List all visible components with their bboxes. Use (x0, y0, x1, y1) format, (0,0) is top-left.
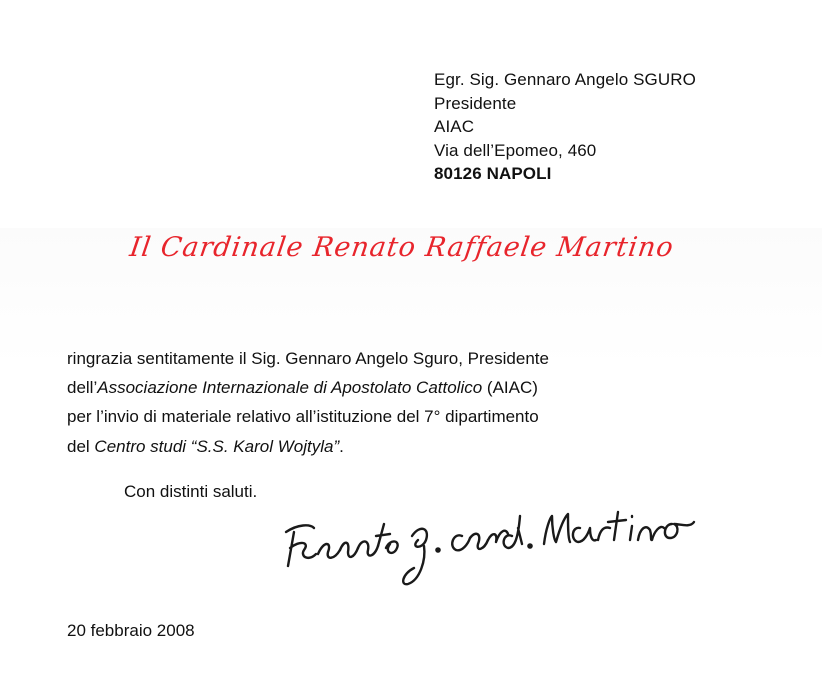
study-center-name: Centro studi “S.S. Karol Wojtyla” (94, 436, 340, 456)
body-line-2 (67, 373, 549, 402)
body-line-1: ringrazia sentitamente il Sig. Gennaro Angelo Sguro, Presidente (67, 349, 549, 368)
recipient-name: Egr. Sig. Gennaro Angelo SGURO (434, 70, 696, 89)
body-line-3: per l’invio di materiale relativo all’istituzione del 7° dipartimento (67, 407, 539, 427)
closing-salutation: Con distinti saluti. (124, 482, 258, 501)
body-line-4-suffix: . (339, 436, 344, 456)
body-line-2-suffix: (AIAC) (482, 378, 538, 398)
body-line-4 (67, 432, 549, 461)
body-line-4-prefix: del (67, 436, 95, 456)
recipient-street: Via dell’Epomeo, 460 (434, 140, 597, 160)
letter-body (67, 344, 549, 461)
recipient-organization: AIAC (434, 117, 475, 136)
handwritten-signature-icon (280, 488, 720, 588)
recipient-city: 80126 NAPOLI (434, 164, 552, 183)
recipient-title: Presidente (434, 93, 517, 113)
body-line-2-prefix: dell’ (67, 378, 98, 398)
recipient-address (434, 68, 696, 186)
association-name: Associazione Internazionale di Apostolato Cattolico (97, 378, 483, 398)
letterhead: Il Cardinale Renato Raffaele Martino (127, 232, 676, 263)
letter-date: 20 febbraio 2008 (67, 621, 195, 640)
